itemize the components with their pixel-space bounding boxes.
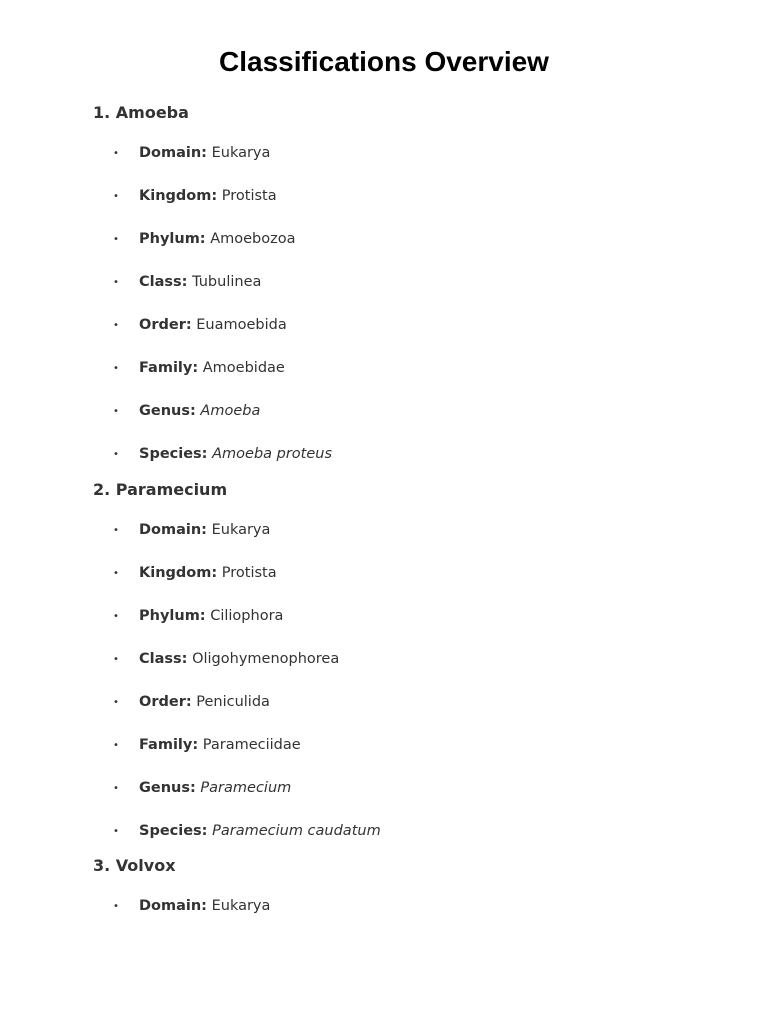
- item-value: Parameciidae: [202, 737, 301, 753]
- item-label: Class:: [139, 651, 188, 667]
- bullet-icon: •: [113, 406, 119, 417]
- list-item: [113, 778, 291, 799]
- item-label: Species:: [139, 823, 208, 839]
- item-label: Genus:: [139, 780, 196, 796]
- bullet-icon: •: [113, 697, 119, 708]
- bullet-icon: •: [113, 525, 119, 536]
- list-item: [113, 401, 260, 422]
- list-item: [113, 229, 296, 250]
- list-item: [113, 315, 287, 336]
- item-label: Phylum:: [139, 608, 206, 624]
- item-value: Amoeba: [200, 403, 261, 419]
- item-value: Paramecium caudatum: [212, 823, 381, 839]
- item-label: Species:: [139, 446, 208, 462]
- page-title: Classifications Overview: [219, 46, 549, 77]
- bullet-icon: •: [113, 740, 119, 751]
- item-value: Amoeba proteus: [212, 446, 333, 462]
- section-heading-volvox: 3. Volvox: [93, 856, 176, 875]
- list-item: [113, 735, 301, 756]
- item-label: Kingdom:: [139, 188, 218, 204]
- bullet-icon: •: [113, 148, 119, 159]
- item-label: Class:: [139, 274, 188, 290]
- bullet-icon: •: [113, 568, 119, 579]
- item-value: Oligohymenophorea: [192, 651, 340, 667]
- item-label: Family:: [139, 360, 199, 376]
- list-item: [113, 358, 285, 379]
- item-value: Peniculida: [196, 694, 270, 710]
- item-value: Amoebidae: [202, 360, 285, 376]
- section-heading-paramecium: 2. Paramecium: [93, 480, 228, 499]
- list-item: [113, 649, 339, 670]
- list-item: [113, 444, 332, 465]
- item-value: Eukarya: [211, 145, 271, 161]
- item-value: Protista: [221, 188, 277, 204]
- list-item: [113, 520, 270, 541]
- list-item: [113, 606, 283, 627]
- item-value: Amoebozoa: [210, 231, 296, 247]
- list-item: [113, 821, 381, 842]
- list-item: [113, 143, 270, 164]
- bullet-icon: •: [113, 449, 119, 460]
- bullet-icon: •: [113, 654, 119, 665]
- bullet-icon: •: [113, 611, 119, 622]
- item-label: Order:: [139, 317, 192, 333]
- section-heading-amoeba: 1. Amoeba: [93, 103, 189, 122]
- item-value: Eukarya: [211, 898, 271, 914]
- item-label: Phylum:: [139, 231, 206, 247]
- bullet-icon: •: [113, 277, 119, 288]
- bullet-icon: •: [113, 191, 119, 202]
- list-item: [113, 896, 270, 917]
- item-value: Protista: [221, 565, 277, 581]
- item-value: Eukarya: [211, 522, 271, 538]
- bullet-icon: •: [113, 320, 119, 331]
- list-item: [113, 186, 277, 207]
- list-item: [113, 272, 261, 293]
- item-value: Euamoebida: [196, 317, 287, 333]
- item-value: Paramecium: [200, 780, 292, 796]
- item-label: Genus:: [139, 403, 196, 419]
- item-label: Domain:: [139, 898, 207, 914]
- item-label: Order:: [139, 694, 192, 710]
- item-label: Kingdom:: [139, 565, 218, 581]
- item-label: Domain:: [139, 145, 207, 161]
- item-label: Domain:: [139, 522, 207, 538]
- item-label: Family:: [139, 737, 199, 753]
- bullet-icon: •: [113, 901, 119, 912]
- bullet-icon: •: [113, 234, 119, 245]
- bullet-icon: •: [113, 363, 119, 374]
- bullet-icon: •: [113, 826, 119, 837]
- list-item: [113, 563, 277, 584]
- bullet-icon: •: [113, 783, 119, 794]
- item-value: Tubulinea: [192, 274, 262, 290]
- list-item: [113, 692, 270, 713]
- item-value: Ciliophora: [210, 608, 284, 624]
